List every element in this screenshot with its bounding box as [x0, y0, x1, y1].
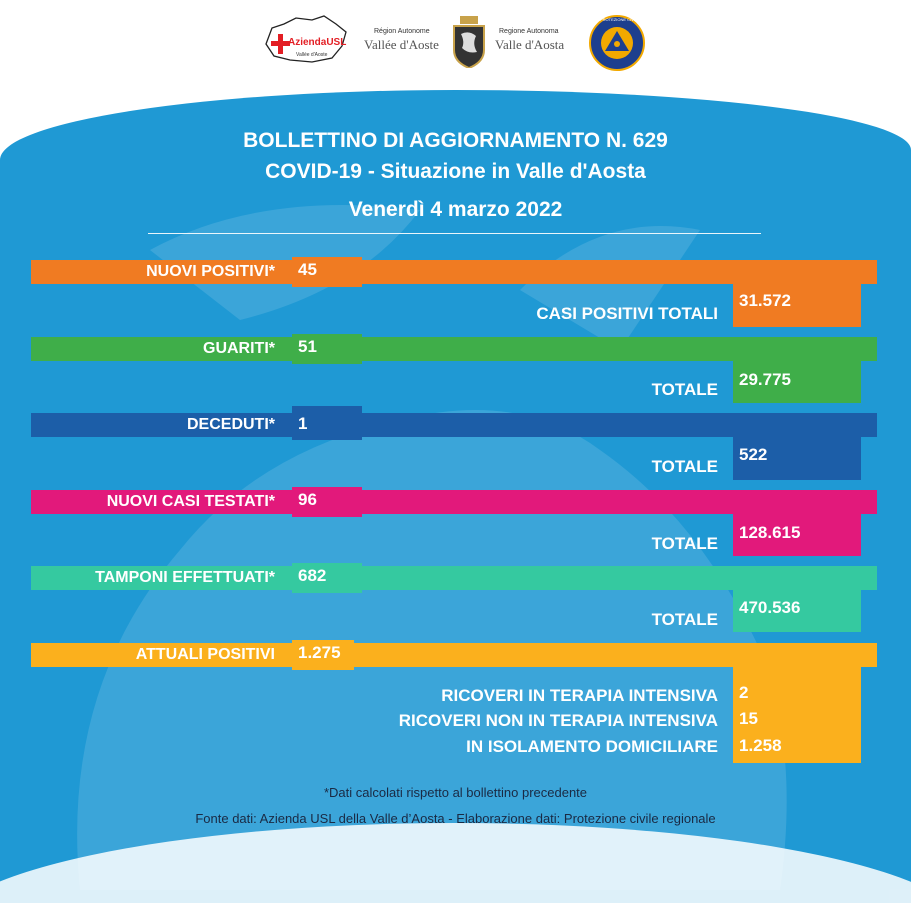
- total-guariti: 29.775: [739, 370, 791, 389]
- region-logo-fr: [362, 28, 446, 58]
- label-deceduti: DECEDUTI*: [186, 416, 275, 433]
- value-box-nuovi-positivi: [292, 257, 362, 287]
- total-box-casi-testati: [733, 514, 861, 556]
- label-casi-positivi-totali: CASI POSITIVI TOTALI: [536, 304, 718, 323]
- footnote-calculation: *Dati calcolati rispetto al bollettino precedente: [323, 785, 588, 800]
- header-logos: [0, 0, 911, 100]
- total-box-casi-positivi: [733, 284, 861, 327]
- bar-tamponi-effettuati: [31, 566, 877, 590]
- protezione-civile-logo: [588, 14, 646, 72]
- value-tamponi-effettuati: 682: [298, 566, 327, 585]
- usl-logo-text: AziendaUSL: [288, 37, 347, 48]
- total-deceduti: 522: [739, 445, 768, 464]
- value-nuovi-positivi: 45: [298, 260, 317, 279]
- detail-box-attuali-positivi: [733, 667, 861, 763]
- protezione-civile-icon: [588, 14, 646, 72]
- detail-value-isolamento: 1.258: [739, 736, 782, 755]
- coat-of-arms-icon: [450, 16, 488, 68]
- label-totale-casi-testati: TOTALE: [651, 534, 718, 553]
- value-box-tamponi-effettuati: [292, 563, 362, 593]
- total-box-guariti: [733, 361, 861, 403]
- label-totale-tamponi: TOTALE: [651, 610, 718, 629]
- value-box-guariti: [292, 334, 362, 364]
- bulletin-subtitle: COVID-19 - Situazione in Valle d'Aosta: [265, 160, 646, 183]
- bar-attuali-positivi: [31, 643, 877, 667]
- region-logo-fr-top: Région Autonome: [374, 28, 430, 35]
- value-attuali-positivi: 1.275: [298, 643, 341, 662]
- label-totale-deceduti: TOTALE: [651, 457, 718, 476]
- region-logo-it-bottom: Valle d'Aosta: [495, 37, 565, 52]
- detail-value-non-terapia-intensiva: 15: [739, 709, 758, 728]
- footnote-source: Fonte dati: Azienda USL della Valle d’Aosta - Elaborazione dati: Protezione civile regionale: [195, 811, 716, 826]
- usl-logo-subtext: Vallée d'Aoste: [296, 52, 328, 58]
- usl-logo: [262, 14, 350, 66]
- protezione-civile-text: PROTEZIONE CIVILE: [600, 17, 640, 22]
- value-nuovi-casi-testati: 96: [298, 490, 317, 509]
- bulletin-date: Venerdì 4 marzo 2022: [348, 198, 563, 221]
- label-isolamento-domiciliare: IN ISOLAMENTO DOMICILIARE: [466, 737, 718, 756]
- bar-guariti: [31, 337, 877, 361]
- value-box-attuali-positivi: [292, 640, 354, 670]
- coat-of-arms-logo: [450, 16, 488, 68]
- label-attuali-positivi: ATTUALI POSITIVI: [135, 646, 275, 663]
- label-terapia-intensiva: RICOVERI IN TERAPIA INTENSIVA: [441, 686, 718, 705]
- total-box-tamponi: [733, 590, 861, 632]
- label-guariti: GUARITI*: [203, 340, 275, 357]
- value-deceduti: 1: [298, 414, 308, 433]
- label-tamponi-effettuati: TAMPONI EFFETTUATI*: [95, 569, 275, 586]
- bar-nuovi-casi-testati: [31, 490, 877, 514]
- label-nuovi-casi-testati: NUOVI CASI TESTATI*: [106, 493, 275, 510]
- label-nuovi-positivi: NUOVI POSITIVI*: [146, 263, 275, 280]
- bulletin-title: BOLLETTINO DI AGGIORNAMENTO N. 629: [243, 129, 668, 152]
- region-logo-it-top: Regione Autonoma: [499, 28, 559, 35]
- total-casi-testati: 128.615: [739, 523, 801, 542]
- region-logo-it: [493, 28, 577, 58]
- value-box-nuovi-casi-testati: [292, 487, 362, 517]
- detail-value-terapia-intensiva: 2: [739, 683, 749, 702]
- value-guariti: 51: [298, 337, 317, 356]
- total-casi-positivi: 31.572: [739, 291, 791, 310]
- label-totale-guariti: TOTALE: [651, 380, 718, 399]
- label-non-terapia-intensiva: RICOVERI NON IN TERAPIA INTENSIVA: [398, 711, 718, 730]
- bar-nuovi-positivi: [31, 260, 877, 284]
- total-box-deceduti: [733, 437, 861, 480]
- region-logo-fr-bottom: Vallée d'Aoste: [364, 37, 439, 52]
- title-divider: [148, 233, 761, 234]
- value-box-deceduti: [292, 406, 362, 440]
- bar-deceduti: [31, 413, 877, 437]
- total-tamponi: 470.536: [739, 598, 801, 617]
